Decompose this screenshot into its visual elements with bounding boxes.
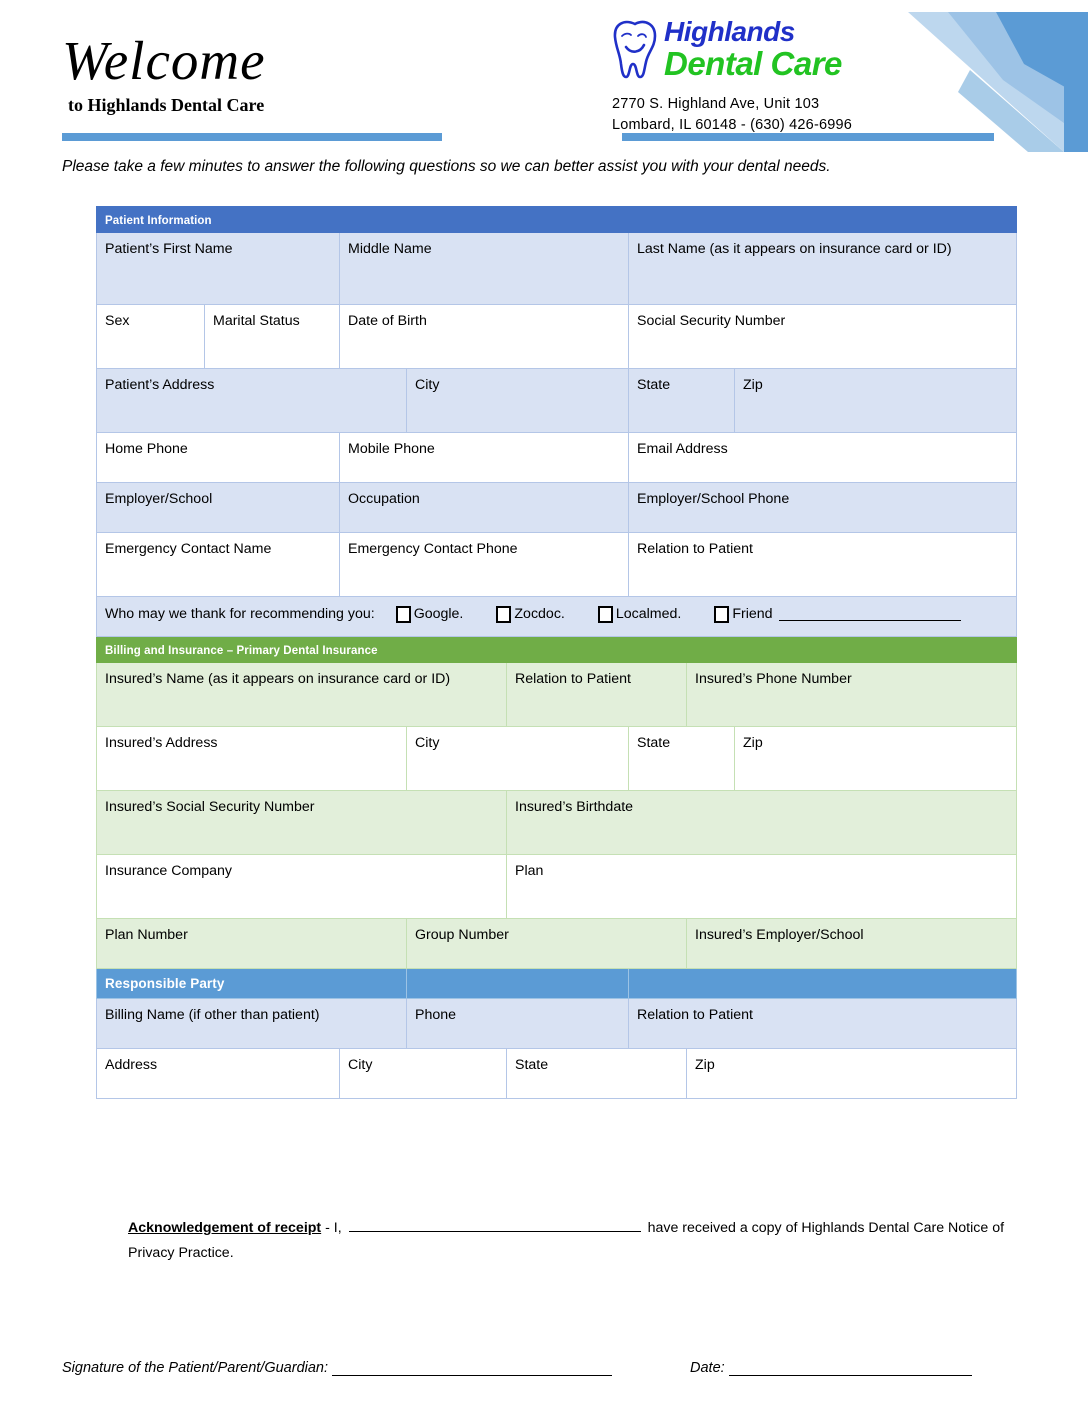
field-patient-state[interactable]: State — [629, 369, 735, 433]
referral-prompt: Who may we thank for recommending you: — [105, 606, 375, 622]
field-insured-employer-school[interactable]: Insured’s Employer/School — [687, 919, 1017, 969]
brand-name-line2: Dental Care — [664, 45, 842, 82]
field-insured-birthdate[interactable]: Insured’s Birthdate — [507, 791, 1017, 855]
welcome-block — [62, 30, 492, 116]
checkbox-zocdoc[interactable] — [496, 606, 511, 623]
checkbox-google[interactable] — [396, 606, 411, 623]
field-insured-address[interactable]: Insured’s Address — [97, 727, 407, 791]
field-insured-zip[interactable]: Zip — [735, 727, 1017, 791]
field-emergency-contact-name[interactable]: Emergency Contact Name — [97, 533, 340, 597]
intake-form-table — [96, 206, 1017, 1099]
row-insurance-company-plan — [97, 855, 1017, 919]
checkbox-localmed[interactable] — [598, 606, 613, 623]
patient-information-band-label: Patient Information — [97, 207, 1017, 233]
responsible-party-band-label: Responsible Party — [97, 969, 407, 999]
field-mobile-phone[interactable]: Mobile Phone — [340, 433, 629, 483]
field-middle-name[interactable]: Middle Name — [340, 233, 629, 305]
row-patient-demographics — [97, 305, 1017, 369]
field-billing-state[interactable]: State — [507, 1049, 687, 1099]
field-occupation[interactable]: Occupation — [340, 483, 629, 533]
field-insured-phone[interactable]: Insured’s Phone Number — [687, 663, 1017, 727]
field-plan-number[interactable]: Plan Number — [97, 919, 407, 969]
field-insured-name[interactable]: Insured’s Name (as it appears on insurance card or ID) — [97, 663, 507, 727]
acknowledgement-after-blank: have received a copy of Highlands Dental Care Notice of — [647, 1220, 1005, 1236]
row-insured-ssn-dob — [97, 791, 1017, 855]
practice-logo — [612, 18, 1012, 136]
field-billing-name[interactable]: Billing Name (if other than patient) — [97, 999, 407, 1049]
field-insured-state[interactable]: State — [629, 727, 735, 791]
row-billing-address — [97, 1049, 1017, 1099]
date-label: Date: — [690, 1360, 725, 1376]
acknowledgement-heading: Acknowledgement of receipt — [128, 1220, 322, 1236]
acknowledgement-before-blank: - I, — [325, 1220, 342, 1236]
responsible-party-band-spacer-2 — [629, 969, 1017, 999]
checkbox-label-friend: Friend — [732, 606, 773, 622]
field-billing-address[interactable]: Address — [97, 1049, 340, 1099]
page-title: Welcome — [62, 30, 266, 91]
referral-cell — [97, 597, 1017, 637]
page-header — [0, 0, 1088, 150]
intro-instructions: Please take a few minutes to answer the following questions so we can better assist you with your dental needs. — [62, 158, 831, 175]
field-emergency-contact-phone[interactable]: Emergency Contact Phone — [340, 533, 629, 597]
acknowledgement-block — [128, 1216, 1008, 1266]
row-emergency-contact — [97, 533, 1017, 597]
row-plan-group-employer — [97, 919, 1017, 969]
field-sex[interactable]: Sex — [97, 305, 205, 369]
row-patient-address — [97, 369, 1017, 433]
field-home-phone[interactable]: Home Phone — [97, 433, 340, 483]
acknowledgement-second-line: Privacy Practice. — [128, 1245, 234, 1261]
field-patient-zip[interactable]: Zip — [735, 369, 1017, 433]
practice-address-line2: Lombard, IL 60148 - (630) 426-6996 — [612, 117, 853, 133]
field-last-name[interactable]: Last Name (as it appears on insurance card or ID) — [629, 233, 1017, 305]
field-billing-relation[interactable]: Relation to Patient — [629, 999, 1017, 1049]
field-email-address[interactable]: Email Address — [629, 433, 1017, 483]
signature-block — [62, 1360, 1022, 1376]
field-insured-ssn[interactable]: Insured’s Social Security Number — [97, 791, 507, 855]
row-insured-name — [97, 663, 1017, 727]
responsible-party-band-spacer-1 — [407, 969, 629, 999]
field-employer-school-phone[interactable]: Employer/School Phone — [629, 483, 1017, 533]
checkbox-label-localmed: Localmed. — [615, 606, 682, 622]
date-blank[interactable] — [729, 1364, 972, 1376]
field-patient-city[interactable]: City — [407, 369, 629, 433]
field-patient-address[interactable]: Patient’s Address — [97, 369, 407, 433]
signature-blank[interactable] — [332, 1364, 612, 1376]
page-subtitle: to Highlands Dental Care — [68, 95, 265, 115]
field-plan[interactable]: Plan — [507, 855, 1017, 919]
section-band-patient-information — [97, 207, 1017, 233]
row-insured-address — [97, 727, 1017, 791]
friend-name-blank[interactable] — [779, 608, 961, 621]
field-emergency-relation[interactable]: Relation to Patient — [629, 533, 1017, 597]
field-ssn[interactable]: Social Security Number — [629, 305, 1017, 369]
field-insurance-company[interactable]: Insurance Company — [97, 855, 507, 919]
field-billing-phone[interactable]: Phone — [407, 999, 629, 1049]
field-marital-status[interactable]: Marital Status — [205, 305, 340, 369]
row-patient-phones — [97, 433, 1017, 483]
row-employment — [97, 483, 1017, 533]
field-billing-zip[interactable]: Zip — [687, 1049, 1017, 1099]
field-first-name[interactable]: Patient’s First Name — [97, 233, 340, 305]
field-employer-school[interactable]: Employer/School — [97, 483, 340, 533]
billing-insurance-band-label: Billing and Insurance – Primary Dental Insurance — [97, 637, 1017, 663]
row-patient-name — [97, 233, 1017, 305]
row-billing-name — [97, 999, 1017, 1049]
checkbox-friend[interactable] — [714, 606, 729, 623]
tooth-icon — [612, 20, 658, 80]
field-date-of-birth[interactable]: Date of Birth — [340, 305, 629, 369]
field-group-number[interactable]: Group Number — [407, 919, 687, 969]
header-rule-left — [62, 133, 442, 141]
checkbox-label-google: Google. — [413, 606, 464, 622]
section-band-billing-insurance — [97, 637, 1017, 663]
signature-label: Signature of the Patient/Parent/Guardian: — [62, 1360, 329, 1376]
acknowledgement-name-blank[interactable] — [349, 1220, 641, 1232]
field-insured-city[interactable]: City — [407, 727, 629, 791]
brand-name-line1: Highlands — [664, 16, 795, 47]
practice-address-line1: 2770 S. Highland Ave, Unit 103 — [612, 96, 820, 112]
field-billing-city[interactable]: City — [340, 1049, 507, 1099]
section-band-responsible-party — [97, 969, 1017, 999]
field-insured-relation[interactable]: Relation to Patient — [507, 663, 687, 727]
row-referral-source — [97, 597, 1017, 637]
checkbox-label-zocdoc: Zocdoc. — [514, 606, 565, 622]
